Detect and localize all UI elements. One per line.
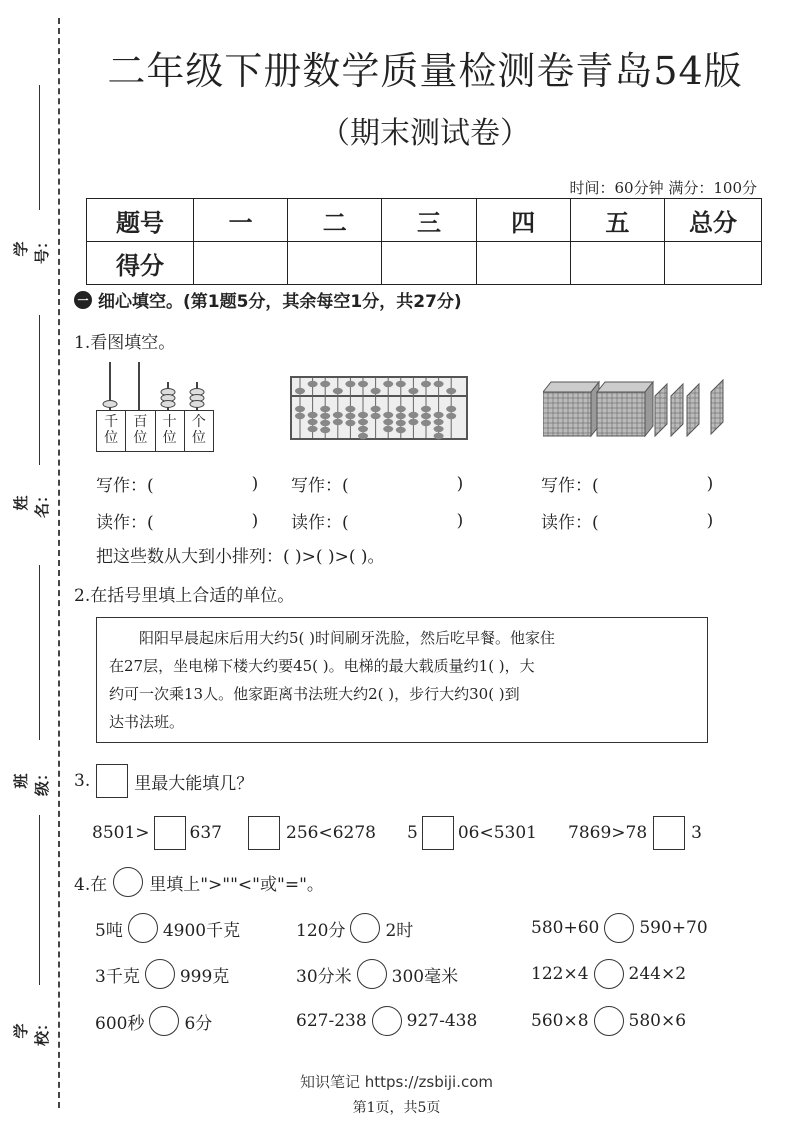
binding-dash-line <box>58 18 60 1108</box>
abacus-bead <box>295 413 305 419</box>
abacus-bead <box>434 381 444 387</box>
abacus-bead <box>446 413 456 419</box>
abacus-bead <box>308 426 318 432</box>
q1-write-c[interactable]: 写作：( ) <box>541 473 714 496</box>
q4-answer-circle[interactable] <box>357 959 387 989</box>
q1-read-a[interactable]: 读作：( ) <box>96 510 259 533</box>
score-cell[interactable] <box>570 242 664 285</box>
abacus-bead <box>320 413 330 419</box>
q3-answer-box[interactable] <box>653 816 685 850</box>
q4-answer-circle[interactable] <box>604 913 634 943</box>
score-cell[interactable] <box>665 242 762 285</box>
abacus-bead <box>320 381 330 387</box>
q4-answer-circle[interactable] <box>594 959 624 989</box>
section-heading <box>74 287 462 312</box>
q1-order[interactable]: 把这些数从大到小排列：( )>( )>( )。 <box>96 547 385 567</box>
place-value-labels <box>96 410 214 452</box>
q4-item: 600秒 6分 <box>95 1006 212 1036</box>
abacus-bead <box>345 406 355 412</box>
place-label-thousands: 千 位 <box>97 411 126 451</box>
score-row-label: 得分 <box>87 242 194 285</box>
abacus-bead <box>358 419 368 425</box>
page-subtitle: （期末测试卷） <box>320 116 530 151</box>
abacus-bead <box>371 413 381 419</box>
q4-item: 580+60 590+70 <box>531 913 708 943</box>
abacus-bead <box>345 420 355 426</box>
q4-item: 3千克 999克 <box>95 959 229 989</box>
q1-label: 1.看图填空。 <box>74 333 176 353</box>
place-label-hundreds: 百 位 <box>126 411 155 451</box>
q3-item-4: 7869>78 3 <box>568 816 702 850</box>
abacus-bead <box>408 388 418 394</box>
side-label-id: 学号： <box>12 234 51 265</box>
abacus-bead <box>295 388 305 394</box>
abacus-bead <box>408 412 418 418</box>
score-cell[interactable] <box>194 242 288 285</box>
q4-answer-circle[interactable] <box>372 1006 402 1036</box>
abacus-illustration <box>290 376 468 440</box>
q4-answer-circle[interactable] <box>128 913 158 943</box>
q1-write-a[interactable]: 写作：( ) <box>96 473 259 496</box>
side-label-name: 姓名： <box>12 488 51 519</box>
base-ten-blocks-illustration <box>543 378 728 438</box>
q4-answer-circle[interactable] <box>149 1006 179 1036</box>
abacus-bead <box>446 406 456 412</box>
q3-label: 3. 里最大能填几？ <box>74 764 253 798</box>
abacus-bead <box>396 420 406 426</box>
footer-watermark: 知识笔记 https://zsbiji.com <box>299 1073 494 1091</box>
q4-item: 627-238 927-438 <box>296 1006 477 1036</box>
q2-line: 在27层，坐电梯下楼大约要45( )。电梯的最大载质量约1( )，大 <box>109 657 535 675</box>
score-header-cell: 五 <box>570 199 664 242</box>
q1-write-b[interactable]: 写作：( ) <box>291 473 464 496</box>
score-cell[interactable] <box>288 242 382 285</box>
abacus-bead <box>333 419 343 425</box>
score-cell[interactable] <box>476 242 570 285</box>
section-number-badge: 一 <box>74 291 92 309</box>
abacus-bead <box>421 420 431 426</box>
abacus-bead <box>308 419 318 425</box>
abacus-bead <box>408 419 418 425</box>
abacus-bead <box>396 427 406 433</box>
place-label-ones: 个 位 <box>191 414 206 446</box>
q4-item: 30分米 300毫米 <box>296 959 458 989</box>
q3-answer-box[interactable] <box>422 816 454 850</box>
q2-line: 达书法班。 <box>109 713 185 731</box>
q4-answer-circle[interactable] <box>350 913 380 943</box>
q4-item: 560×8 580×6 <box>531 1006 686 1036</box>
q2-label: 2.在括号里填上合适的单位。 <box>74 586 295 606</box>
abacus-bead <box>396 413 406 419</box>
abacus-bead <box>320 427 330 433</box>
abacus-bead <box>421 413 431 419</box>
q3-example-box <box>96 764 128 798</box>
abacus-bead <box>345 413 355 419</box>
q2-line: 约可一次乘13人。他家距离书法班大约2( )，步行大约30( )到 <box>109 685 520 703</box>
school-line <box>39 815 40 985</box>
abacus-bead <box>383 412 393 418</box>
abacus-bead <box>333 412 343 418</box>
class-line <box>39 565 40 740</box>
abacus-bead <box>320 420 330 426</box>
score-header-cell: 题号 <box>87 199 194 242</box>
score-header-cell: 一 <box>194 199 288 242</box>
abacus-bead <box>434 433 444 439</box>
abacus-bead <box>383 381 393 387</box>
abacus-bead <box>333 388 343 394</box>
q1-read-b[interactable]: 读作：( ) <box>291 510 464 533</box>
q2-line: 阳阳早晨起床后用大约5( )时间刷牙洗脸，然后吃早餐。他家住 <box>139 629 556 647</box>
page-number: 第1页，共5页 <box>352 1100 441 1116</box>
id-line <box>39 85 40 210</box>
section-heading-text: 细心填空。(第1题5分，其余每空1分，共27分) <box>98 292 462 312</box>
counter-rods-illustration <box>96 360 216 412</box>
abacus-bead <box>358 412 368 418</box>
abacus-bead <box>383 426 393 432</box>
score-header-cell: 四 <box>476 199 570 242</box>
score-table <box>86 198 762 285</box>
q4-answer-circle[interactable] <box>594 1006 624 1036</box>
abacus-bead <box>434 412 444 418</box>
abacus-bead <box>396 406 406 412</box>
q3-answer-box[interactable] <box>154 816 186 850</box>
q4-item: 122×4 244×2 <box>531 959 686 989</box>
abacus-bead <box>345 381 355 387</box>
q4-item: 5吨 4900千克 <box>95 913 240 943</box>
abacus-bead <box>358 381 368 387</box>
abacus-bead <box>434 426 444 432</box>
abacus-bead <box>396 381 406 387</box>
q4-example-circle <box>113 867 143 897</box>
q4-label: 4.在 里填上">""<"或"="。 <box>74 867 324 897</box>
side-label-school: 学校： <box>12 1016 51 1047</box>
q4-answer-circle[interactable] <box>145 959 175 989</box>
abacus-bead <box>371 406 381 412</box>
page-title: 二年级下册数学质量检测卷青岛54版 <box>107 49 743 93</box>
q1-read-c[interactable]: 读作：( ) <box>541 510 714 533</box>
exam-meta: 时间：60分钟 满分：100分 <box>569 179 757 197</box>
abacus-bead <box>320 406 330 412</box>
abacus-bead <box>358 433 368 439</box>
score-header-cell: 总分 <box>665 199 762 242</box>
abacus-bead <box>421 406 431 412</box>
q3-item-1: 8501> 637 <box>92 816 222 850</box>
side-label-class: 班级： <box>12 766 51 797</box>
abacus-bead <box>308 412 318 418</box>
score-cell[interactable] <box>382 242 476 285</box>
q3-item-2: 256<6278 <box>248 816 376 850</box>
abacus-bead <box>383 419 393 425</box>
q3-item-3: 5 06<5301 <box>407 816 537 850</box>
score-header-cell: 三 <box>382 199 476 242</box>
abacus-bead <box>371 388 381 394</box>
q4-item: 120分 2时 <box>296 913 413 943</box>
q3-answer-box[interactable] <box>248 816 280 850</box>
abacus-bead <box>308 381 318 387</box>
score-header-cell: 二 <box>288 199 382 242</box>
abacus-bead <box>421 381 431 387</box>
abacus-bead <box>434 419 444 425</box>
q2-passage[interactable] <box>96 617 708 743</box>
abacus-bead <box>358 426 368 432</box>
place-label-tens: 十 位 <box>156 411 185 451</box>
abacus-bead <box>446 388 456 394</box>
abacus-bead <box>295 406 305 412</box>
name-line <box>39 315 40 465</box>
